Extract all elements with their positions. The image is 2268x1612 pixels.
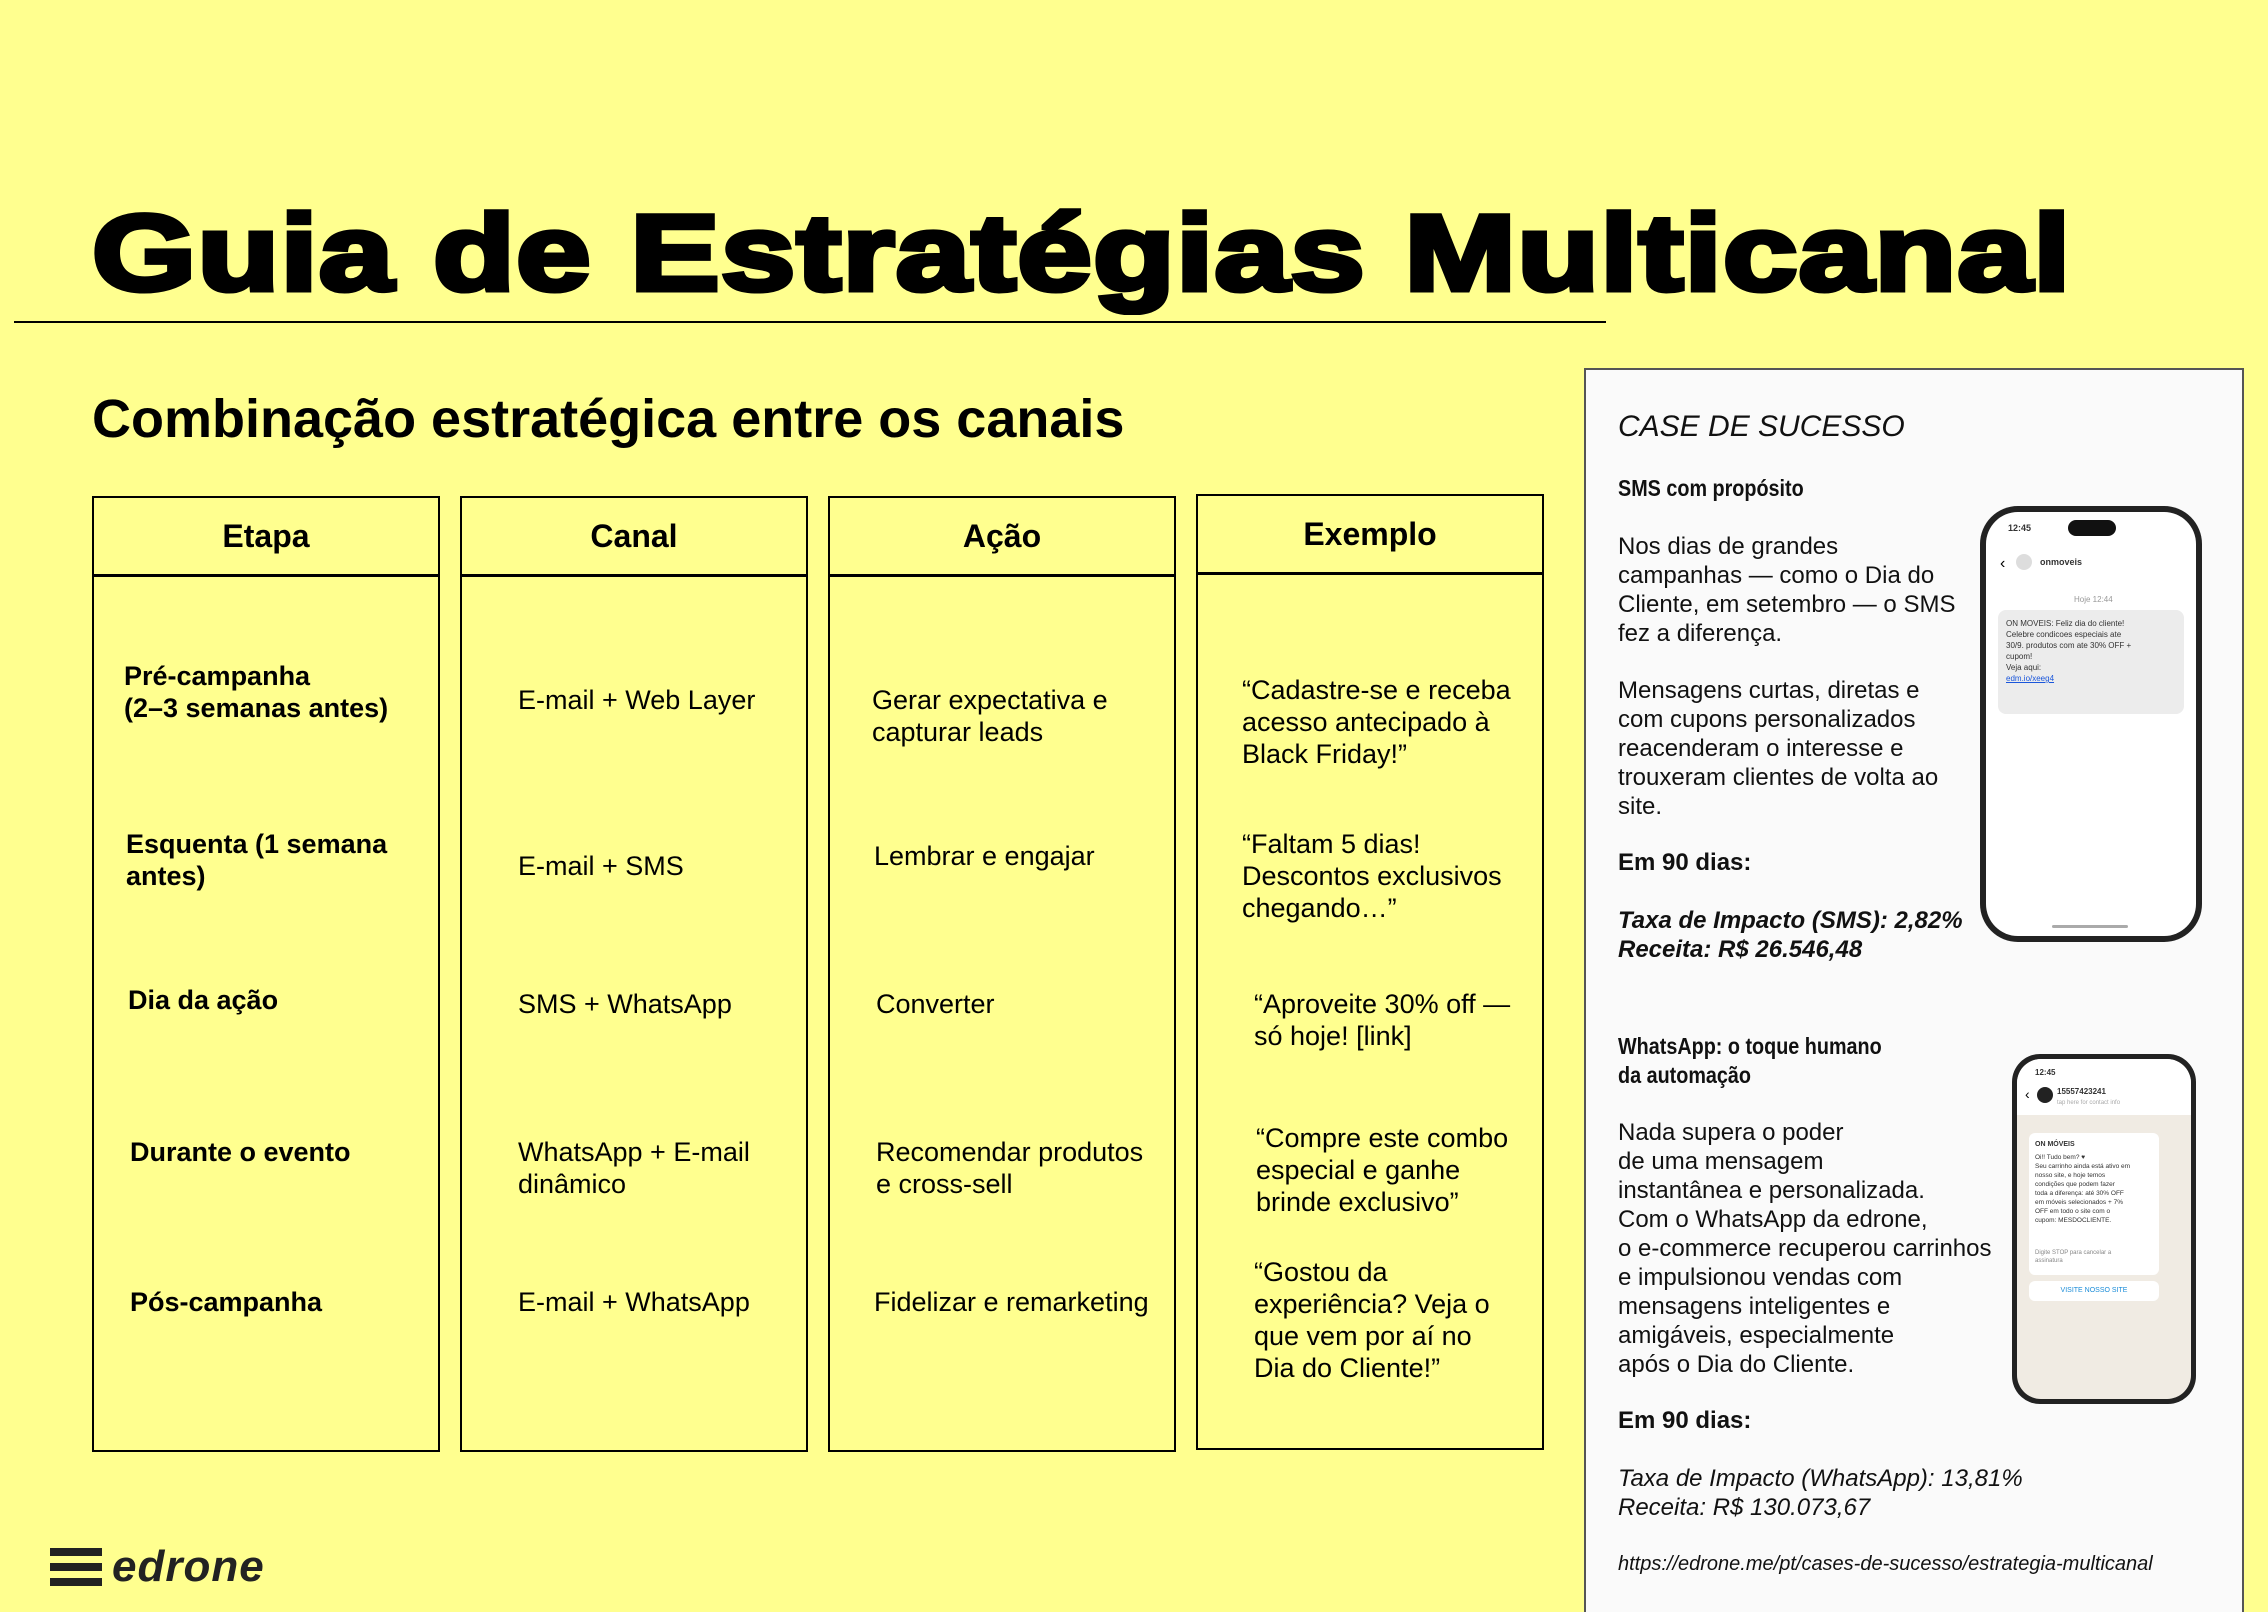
whatsapp-message-text: Oi!! Tudo bem? ♥ Seu carrinho ainda está ativo em nosso site, e hoje temos condições que podem fazer toda a diferença: até 30% OFF em móveis selecionados + 7% OFF em todo o site com o cupom: MESDOCLIENTE. xyxy=(2035,1154,2131,1224)
etapa-cell: Pós-campanha xyxy=(130,1287,323,1317)
case-source-url[interactable]: https://edrone.me/pt/cases-de-sucesso/estrategia-multicanal xyxy=(1618,1553,2153,1575)
whatsapp-impact-rate: Taxa de Impacto (WhatsApp): 13,81% xyxy=(1618,1465,2023,1492)
column-exemplo xyxy=(1196,494,1544,1450)
whatsapp-phone-mockup xyxy=(2012,1054,2196,1404)
whatsapp-heading: WhatsApp: o toque humano da automação xyxy=(1618,1033,1882,1088)
exemplo-cell: “Faltam 5 dias! Descontos exclusivos chegando…” xyxy=(1242,829,1502,923)
column-header-etapa: Etapa xyxy=(94,498,438,577)
exemplo-cell: “Compre este combo especial e ganhe brinde exclusivo” xyxy=(1256,1123,1509,1217)
acao-cell: Fidelizar e remarketing xyxy=(874,1287,1149,1317)
whatsapp-contact-sub: tap here for contact info xyxy=(2057,1100,2121,1106)
verified-avatar-icon xyxy=(2037,1087,2053,1103)
sms-paragraph-1: Nos dias de grandes campanhas — como o Dia do Cliente, em setembro — o SMS fez a diferença. xyxy=(1618,533,1956,647)
sms-message-link[interactable]: edm.io/xeeg4 xyxy=(2006,674,2055,683)
whatsapp-revenue: Receita: R$ 130.073,67 xyxy=(1618,1494,1871,1521)
sms-phone-mockup xyxy=(1980,506,2202,942)
column-etapa xyxy=(92,496,440,1452)
exemplo-cell: “Gostou da experiência? Veja o que vem por aí no Dia do Cliente!” xyxy=(1254,1257,1490,1383)
visit-site-label: VISITE NOSSO SITE xyxy=(2060,1287,2128,1294)
acao-cell: Gerar expectativa e capturar leads xyxy=(872,685,1108,747)
etapa-cell: Durante o evento xyxy=(130,1137,351,1167)
canal-cell: SMS + WhatsApp xyxy=(518,989,732,1019)
canal-cell: E-mail + Web Layer xyxy=(518,685,756,715)
sms-date: Hoje 12:44 xyxy=(2074,595,2113,604)
home-indicator xyxy=(2052,925,2128,928)
whatsapp-sender: ON MÓVEIS xyxy=(2035,1141,2075,1148)
column-canal xyxy=(460,496,808,1452)
whatsapp-phone-time: 12:45 xyxy=(2035,1068,2056,1077)
acao-cell: Converter xyxy=(876,989,995,1019)
logo-wordmark: edrone xyxy=(112,1542,265,1591)
canal-cell: WhatsApp + E-mail dinâmico xyxy=(518,1137,750,1199)
sms-impact-rate: Taxa de Impacto (SMS): 2,82% xyxy=(1618,907,1963,934)
column-header-acao: Ação xyxy=(830,498,1174,577)
case-kicker: CASE DE SUCESSO xyxy=(1618,410,1905,443)
page-title: Guia de Estratégias Multicanal xyxy=(92,192,2072,313)
canal-cell: E-mail + SMS xyxy=(518,851,684,881)
back-chevron-icon: ‹ xyxy=(2025,1086,2030,1102)
edrone-logo xyxy=(50,1542,265,1592)
visit-site-button[interactable] xyxy=(2029,1281,2159,1301)
whatsapp-contact-number: 15557423241 xyxy=(2057,1087,2106,1096)
acao-cell: Recomendar produtos e cross-sell xyxy=(876,1137,1144,1199)
section-subtitle: Combinação estratégica entre os canais xyxy=(92,389,1125,449)
sms-message-text: ON MOVEIS: Feliz dia do cliente! Celebre condicoes especiais ate 30/9. produtos com ate 30% OFF + cupom! Veja aqui: xyxy=(2006,619,2132,672)
whatsapp-period: Em 90 dias: xyxy=(1618,1407,1752,1434)
contact-avatar xyxy=(2016,554,2032,570)
sms-heading: SMS com propósito xyxy=(1618,475,1804,501)
column-header-exemplo: Exemplo xyxy=(1198,496,1542,575)
etapa-cell: Pré-campanha (2–3 semanas antes) xyxy=(124,661,389,723)
success-case-panel xyxy=(1584,368,2244,1612)
etapa-cell: Dia da ação xyxy=(128,985,279,1015)
etapa-cell: Esquenta (1 semana antes) xyxy=(126,829,388,891)
sms-paragraph-2: Mensagens curtas, diretas e com cupons personalizados reacenderam o interesse e trouxeram clientes de volta ao site. xyxy=(1618,677,1939,820)
title-divider xyxy=(14,321,1606,323)
whatsapp-footer-text: Digite STOP para cancelar a assinatura xyxy=(2035,1250,2112,1264)
whatsapp-paragraph: Nada supera o poder de uma mensagem instantânea e personalizada. Com o WhatsApp da edrone, o e-commerce recuperou carrinhos e impulsionou vendas com mensagens inteligentes e amigáveis, especialmente após o Dia do Cliente. xyxy=(1618,1119,1992,1378)
sms-message-bubble xyxy=(1998,610,2184,714)
acao-cell: Lembrar e engajar xyxy=(874,841,1095,871)
sms-phone-time: 12:45 xyxy=(2008,523,2032,533)
canal-cell: E-mail + WhatsApp xyxy=(518,1287,750,1317)
sms-revenue: Receita: R$ 26.546,48 xyxy=(1618,936,1863,963)
back-chevron-icon: ‹ xyxy=(2000,555,2006,572)
column-header-canal: Canal xyxy=(462,498,806,577)
whatsapp-message-bubble xyxy=(2029,1133,2159,1275)
sms-period: Em 90 dias: xyxy=(1618,849,1752,876)
exemplo-cell: “Aproveite 30% off — só hoje! [link] xyxy=(1254,989,1511,1051)
logo-bars-icon xyxy=(50,1546,102,1588)
phone-notch xyxy=(2068,520,2116,536)
exemplo-cell: “Cadastre-se e receba acesso antecipado à Black Friday!” xyxy=(1242,675,1511,769)
sms-contact-name: onmoveis xyxy=(2040,557,2083,567)
column-acao xyxy=(828,496,1176,1452)
